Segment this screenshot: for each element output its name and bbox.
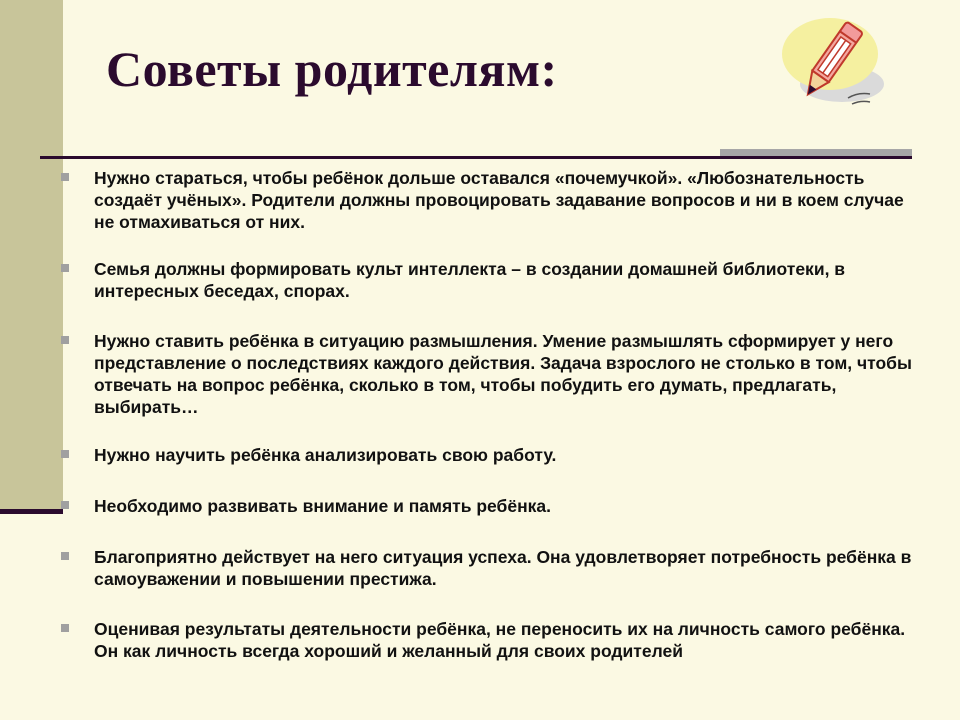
left-accent-underline	[0, 509, 63, 514]
left-accent-bar	[0, 0, 63, 510]
bullet-marker	[61, 450, 69, 458]
list-item-text: Благоприятно действует на него ситуация успеха. Она удовлетворяет потребность ребёнка в самоуважении и повышении престижа.	[94, 547, 912, 589]
bullet-marker	[61, 624, 69, 632]
list-item-text: Необходимо развивать внимание и память ребёнка.	[94, 496, 552, 516]
pencil-icon	[770, 12, 890, 112]
bullet-marker	[61, 552, 69, 560]
list-item-text: Нужно ставить ребёнка в ситуацию размышления. Умение размышлять сформирует у него представление о последствиях каждого действия. Задача взрослого не столько в том, чтобы отвечать на вопрос ребёнка, сколько в том, чтобы побудить его думать, предлагать, выбирать…	[94, 331, 912, 417]
bullet-marker	[61, 501, 69, 509]
bullet-marker	[61, 264, 69, 272]
title-divider	[40, 156, 912, 159]
slide-title: Советы родителям:	[106, 41, 558, 97]
bullet-marker	[61, 336, 69, 344]
bullet-marker	[61, 173, 69, 181]
list-item-text: Семья должны формировать культ интеллекта – в создании домашней библиотеки, в интересных беседах, спорах.	[94, 259, 846, 301]
list-item-text: Нужно стараться, чтобы ребёнок дольше оставался «почемучкой». «Любознательность создаёт учёных». Родители должны провоцировать задавание вопросов и ни в коем случае не отмахиваться от них.	[94, 168, 904, 232]
list-item-text: Нужно научить ребёнка анализировать свою работу.	[94, 445, 557, 465]
list-item-text: Оценивая результаты деятельности ребёнка, не переносить их на личность самого ребёнка. Он как личность всегда хороший и желанный для своих родителей	[94, 619, 906, 661]
